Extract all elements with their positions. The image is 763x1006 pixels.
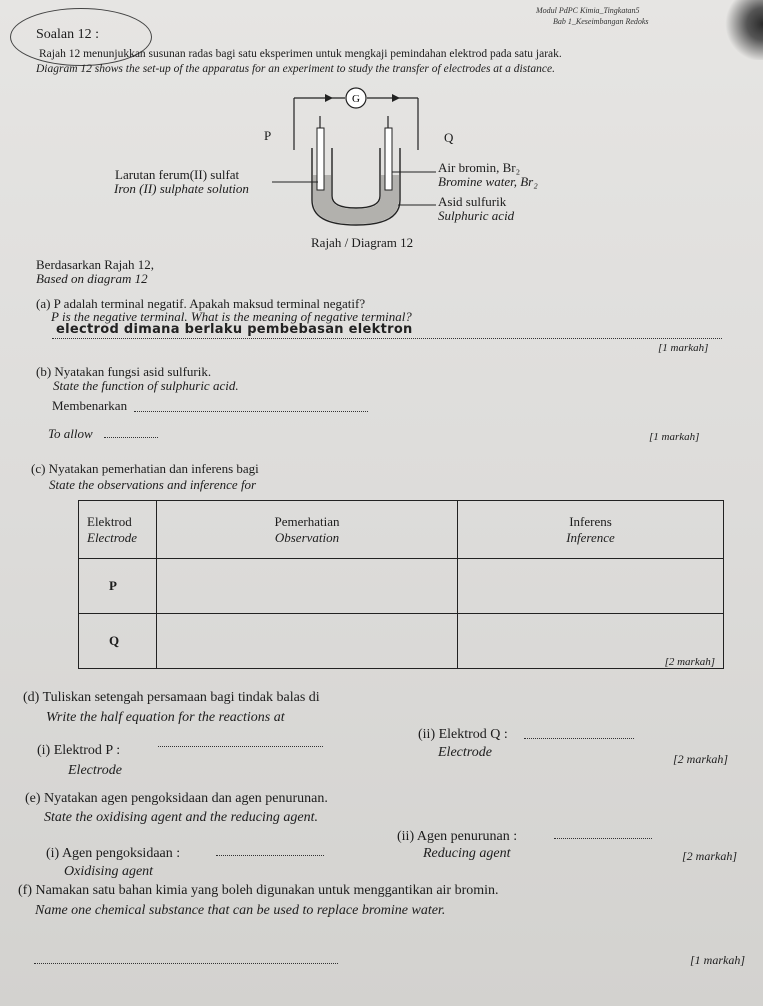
table-header-row — [79, 501, 724, 559]
label-p: P — [264, 128, 272, 143]
qe-i-english: Oxidising agent — [64, 864, 154, 879]
right-label-2-malay: Asid sulfurik — [438, 194, 507, 209]
arrow-right — [392, 94, 400, 102]
qa-handwritten-answer: electrod dimana berlaku pembebasan elektron — [56, 322, 413, 337]
u-tube-inner — [332, 148, 380, 208]
header-observation — [157, 501, 458, 559]
qb-line1-label: Membenarkan — [52, 398, 128, 413]
row-p-observation[interactable] — [157, 559, 458, 614]
qe-i-malay: (i) Agen pengoksidaan : — [46, 846, 181, 861]
qe-ii-english: Reducing agent — [423, 846, 511, 861]
header-electrode — [79, 501, 157, 559]
qf-malay: (f) Namakan satu bahan kimia yang boleh digunakan untuk menggantikan air bromin. — [18, 883, 499, 898]
left-label-english: Iron (II) sulphate solution — [114, 181, 249, 196]
qd-english: Write the half equation for the reactions at — [46, 710, 285, 725]
header-electrode-malay: Elektrod — [87, 513, 132, 529]
based-malay: Berdasarkan Rajah 12, — [36, 257, 155, 272]
qa-answer-line — [52, 338, 722, 339]
qb-english: State the function of sulphuric acid. — [53, 378, 239, 393]
page-shadow — [723, 0, 763, 60]
qe-ii-malay: (ii) Agen penurunan : — [397, 829, 518, 844]
qd-malay: (d) Tuliskan setengah persamaan bagi tindak balas di — [23, 690, 320, 705]
qd-marks: [2 markah] — [673, 752, 729, 766]
table-row-p — [79, 559, 724, 614]
qe-english: State the oxidising agent and the reducing agent. — [44, 810, 318, 825]
qa-marks: [1 markah] — [658, 342, 709, 354]
qc-malay: (c) Nyatakan pemerhatian dan inferens bagi — [31, 461, 259, 476]
qd-ii-english: Electrode — [438, 745, 492, 760]
observation-table — [78, 500, 724, 669]
arrow-left — [325, 94, 333, 102]
qd-ii-malay: (ii) Elektrod Q : — [418, 727, 508, 742]
qf-english: Name one chemical substance that can be used to replace bromine water. — [35, 903, 446, 918]
diagram-caption: Rajah / Diagram 12 — [311, 235, 414, 250]
left-label-malay: Larutan ferum(II) sulfat — [115, 167, 240, 182]
header-observation-malay: Pemerhatian — [274, 513, 340, 529]
right-label-1-malay: Air bromin, Br₂ — [438, 160, 521, 175]
qb-line2-dots — [104, 437, 158, 438]
qf-answer-line — [34, 963, 338, 964]
electrode-q — [385, 128, 392, 190]
qb-malay: (b) Nyatakan fungsi asid sulfurik. — [36, 364, 212, 379]
header-electrode-english: Electrode — [87, 529, 138, 545]
qe-ii-line — [554, 838, 652, 839]
intro-malay: Rajah 12 menunjukkan susunan radas bagi satu eksperimen untuk mengkaji pemindahan elektrod pada satu jarak. — [39, 48, 562, 60]
qe-i-line — [216, 855, 324, 856]
qa-english: P is the negative terminal. What is the meaning of negative terminal? — [51, 309, 412, 324]
qf-marks: [1 markah] — [690, 953, 746, 967]
row-q-observation[interactable] — [157, 614, 458, 669]
qb-line2-label: To allow — [48, 426, 93, 441]
header-inference-malay: Inferens — [569, 513, 612, 529]
row-p-inference[interactable] — [458, 559, 724, 614]
qc-english: State the observations and inference for — [49, 477, 257, 492]
qd-i-english: Electrode — [68, 763, 122, 778]
question-number: Soalan 12 : — [36, 27, 99, 42]
right-label-2-english: Sulphuric acid — [438, 208, 515, 223]
header-inference — [458, 501, 724, 559]
qe-malay: (e) Nyatakan agen pengoksidaan dan agen penurunan. — [25, 791, 328, 806]
galvanometer-label: G — [352, 93, 360, 105]
header-inference-english: Inference — [566, 529, 615, 545]
row-p-label: P — [79, 559, 157, 614]
qb-marks: [1 markah] — [649, 431, 700, 443]
module-header: Modul PdPC Kimia_Tingkatan5 — [536, 6, 640, 15]
electrode-p — [317, 128, 324, 190]
label-q: Q — [444, 130, 454, 145]
qe-marks: [2 markah] — [682, 849, 738, 863]
qd-ii-line — [524, 738, 634, 739]
based-english: Based on diagram 12 — [36, 271, 148, 286]
qb-line1-dots — [134, 411, 368, 412]
right-label-1-english: Bromine water, Br₂ — [438, 174, 538, 189]
qc-marks: [2 markah] — [458, 614, 724, 669]
row-q-label: Q — [79, 614, 157, 669]
qd-i-line — [158, 746, 323, 747]
chapter-header: Bab 1_Keseimbangan Redoks — [553, 17, 649, 26]
intro-english: Diagram 12 shows the set-up of the apparatus for an experiment to study the transfer of electrodes at a distance. — [36, 63, 555, 75]
qa-malay: (a) P adalah terminal negatif. Apakah maksud terminal negatif? — [36, 296, 366, 311]
header-observation-english: Observation — [274, 529, 340, 545]
table-row-q — [79, 614, 724, 669]
qd-i-malay: (i) Elektrod P : — [37, 743, 121, 758]
